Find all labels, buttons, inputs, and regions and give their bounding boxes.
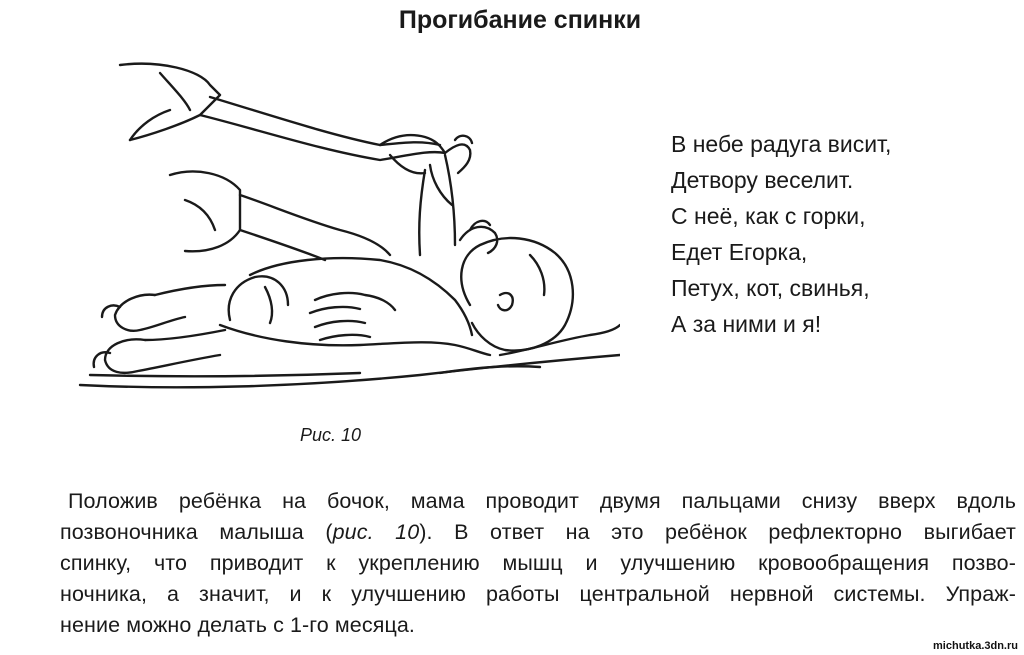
- poem-line: Едет Егорка,: [671, 239, 808, 265]
- description-line: нение можно делать с 1-го месяца.: [60, 613, 415, 637]
- baby-massage-illustration: [60, 55, 620, 395]
- poem: [671, 126, 891, 342]
- description-line: Положив ребёнка на бочок, мама проводит двумя пальцами снизу вверх вдоль: [68, 489, 1016, 513]
- figure-reference: рис. 10: [332, 520, 420, 544]
- description-line: [60, 517, 1016, 548]
- poem-line: В небе радуга висит,: [671, 131, 892, 157]
- poem-line: Детвору веселит.: [671, 167, 854, 193]
- poem-line: А за ними и я!: [671, 311, 822, 337]
- page-title: Прогибание спинки: [398, 6, 642, 34]
- watermark: michutka.3dn.ru: [933, 640, 1018, 652]
- description-line: спинку, что приводит к укреплению мышц и улучшению кровообращения позво-: [60, 551, 1016, 575]
- exercise-description: [60, 486, 1016, 641]
- poem-line: С неё, как с горки,: [671, 203, 866, 229]
- figure-caption: Рис. 10: [300, 425, 362, 445]
- description-text: ). В ответ на это ребёнок рефлекторно выгибает: [419, 520, 1017, 544]
- poem-line: Петух, кот, свинья,: [671, 275, 870, 301]
- description-line: ночника, а значит, и к улучшению работы центральной нервной системы. Упраж-: [60, 582, 1016, 606]
- description-text: позвоночника малыша (: [60, 520, 333, 544]
